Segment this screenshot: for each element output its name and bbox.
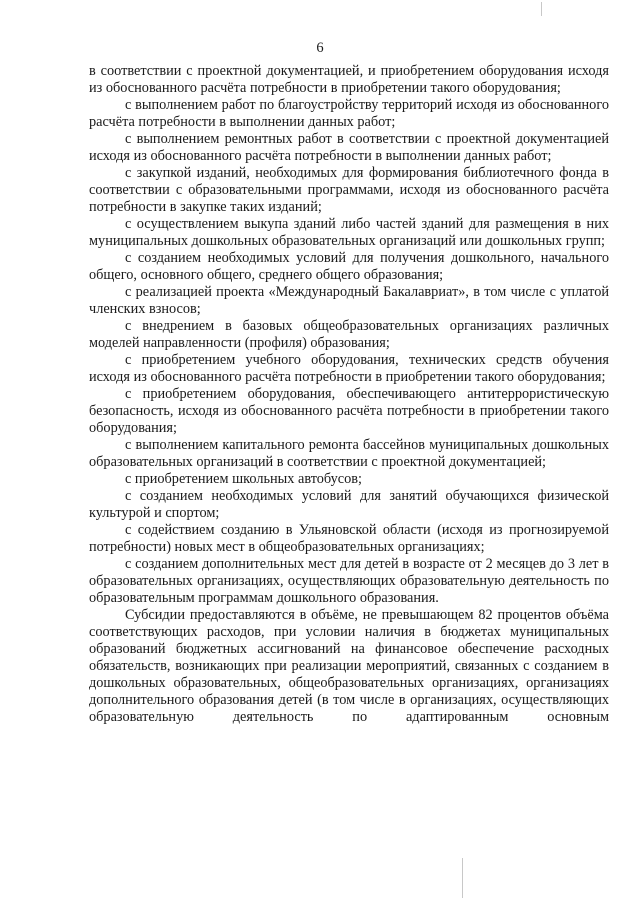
paragraph-3: с выполнением ремонтных работ в соответствии с проектной документацией исходя из обоснованного расчёта потребности в выполнении данных работ; bbox=[89, 131, 609, 164]
paragraph-8: с внедрением в базовых общеобразовательных организациях различных моделей направленности (профиля) образования; bbox=[89, 318, 609, 351]
scan-artifact-top bbox=[541, 2, 542, 16]
paragraph-4: с закупкой изданий, необходимых для формирования библиотечного фонда в соответствии с образовательными программами, исходя из обоснованного расчёта потребности в закупке таких изданий; bbox=[89, 165, 609, 215]
paragraph-9: с приобретением учебного оборудования, технических средств обучения исходя из обоснованного расчёта потребности в приобретении такого оборудования; bbox=[89, 352, 609, 385]
paragraph-11: с выполнением капитального ремонта бассейнов муниципальных дошкольных образовательных организаций в соответствии с проектной документацией; bbox=[89, 437, 609, 470]
paragraph-13: с созданием необходимых условий для занятий обучающихся физической культурой и спортом; bbox=[89, 488, 609, 521]
paragraph-15: с созданием дополнительных мест для детей в возрасте от 2 месяцев до 3 лет в образовательных организациях, осуществляющих образовательную деятельность по образовательным программам дошкольного образования. bbox=[89, 556, 609, 606]
paragraph-14: с содействием созданию в Ульяновской области (исходя из прогнозируемой потребности) новых мест в общеобразовательных организациях; bbox=[89, 522, 609, 555]
paragraph-12: с приобретением школьных автобусов; bbox=[125, 471, 363, 487]
paragraph-7: с реализацией проекта «Международный Бакалавриат», в том числе с уплатой членских взносов; bbox=[89, 284, 609, 317]
paragraph-10: с приобретением оборудования, обеспечивающего антитеррористическую безопасность, исходя из обоснованного расчёта потребности в приобретении такого оборудования; bbox=[89, 386, 609, 436]
paragraph-6: с созданием необходимых условий для получения дошкольного, начального общего, основного общего, среднего общего образования; bbox=[89, 250, 609, 283]
document-body bbox=[89, 63, 609, 726]
scan-artifact-bottom bbox=[462, 858, 463, 898]
paragraph-2: с выполнением работ по благоустройству территорий исходя из обоснованного расчёта потребности в выполнении данных работ; bbox=[89, 97, 609, 130]
page-number: 6 bbox=[316, 40, 324, 56]
paragraph-16: Субсидии предоставляются в объёме, не превышающем 82 процентов объёма соответствующих расходов, при условии наличия в бюджетах муниципальных образований бюджетных ассигнований на финансовое обеспечение расходных обязательств, возникающих при реализации мероприятий, связанных с созданием в дошкольных образовательных, общеобразовательных организациях, организациях дополнительного образования детей (в том числе в организациях, осуществляющих образовательную деятельность по адаптированным основным bbox=[89, 607, 609, 725]
paragraph-5: с осуществлением выкупа зданий либо частей зданий для размещения в них муниципальных дошкольных образовательных организаций или дошкольных групп; bbox=[89, 216, 609, 249]
paragraph-1: в соответствии с проектной документацией, и приобретением оборудования исходя из обоснованного расчёта потребности в приобретении такого оборудования; bbox=[89, 63, 609, 96]
